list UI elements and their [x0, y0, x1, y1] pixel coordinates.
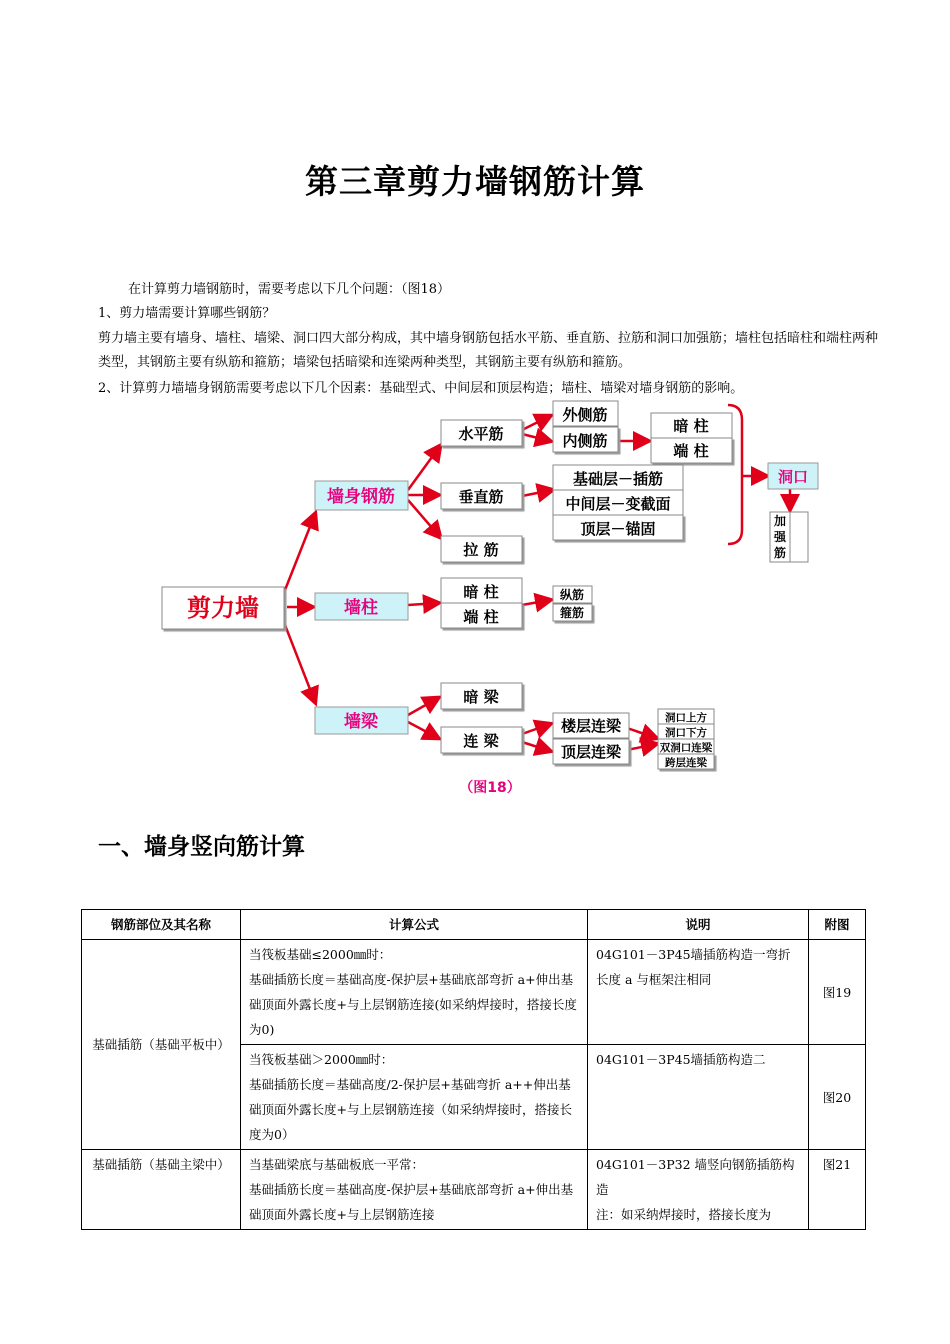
svg-text:内侧筋: 内侧筋 [562, 432, 608, 450]
figure-caption: （图18） [459, 780, 521, 796]
cell-formula [241, 940, 588, 1045]
table-row [82, 1150, 866, 1230]
svg-text:洞口: 洞口 [777, 468, 809, 486]
svg-text:顶层连梁: 顶层连梁 [560, 743, 622, 761]
question-2: 2、计算剪力墙墙身钢筋需要考虑以下几个因素：基础型式、中间层和顶层构造；墙柱、墙梁对墙身钢筋的影响。 [98, 381, 744, 396]
svg-text:顶层－锚固: 顶层－锚固 [580, 520, 656, 538]
svg-text:端 柱: 端 柱 [673, 442, 709, 460]
svg-text:中间层－变截面: 中间层－变截面 [565, 495, 671, 513]
svg-text:洞口下方: 洞口下方 [665, 727, 707, 739]
node-tie [441, 536, 522, 562]
cell-formula [241, 1150, 588, 1230]
node-col-hidden [441, 578, 522, 603]
cell-figure: 图20 [809, 1045, 866, 1150]
node-vertical [441, 483, 522, 509]
node-top [553, 515, 683, 540]
svg-text:垂直筋: 垂直筋 [458, 488, 504, 506]
formula-condition: 当筏板基础＞2000㎜时： [249, 1052, 394, 1067]
svg-text:基础层－插筋: 基础层－插筋 [572, 470, 664, 488]
svg-text:墙柱: 墙柱 [344, 598, 378, 618]
svg-text:墙梁: 墙梁 [344, 712, 378, 732]
node-inner [553, 427, 618, 452]
node-wall-beam [315, 707, 408, 734]
node-middle [553, 490, 683, 515]
body-paragraph: 剪力墙主要有墙身、墙柱、墙梁、洞口四大部分构成，其中墙身钢筋包括水平筋、垂直筋、拉筋和洞口加强筋；墙柱包括暗柱和端柱两种类型，其钢筋主要有纵筋和箍筋；墙梁包括暗梁和连梁两种类型，其钢筋主要有纵筋和箍筋。 [98, 331, 879, 370]
svg-text:外侧筋: 外侧筋 [562, 406, 608, 424]
svg-text:筋: 筋 [773, 546, 787, 560]
table-header-row [82, 910, 866, 940]
node-above-opening [658, 709, 714, 724]
node-wall-body [315, 481, 408, 510]
svg-text:洞口上方: 洞口上方 [665, 712, 707, 724]
formula-condition: 当基础梁底与基础板底一平常： [249, 1157, 425, 1172]
node-below-opening [658, 724, 714, 739]
header-note: 说明 [588, 910, 809, 940]
shear-wall-diagram [0, 396, 950, 806]
cell-part: 基础插筋（基础平板中） [82, 940, 241, 1150]
svg-text:端 柱: 端 柱 [463, 608, 499, 626]
brace [728, 405, 766, 544]
node-col-end [441, 603, 522, 628]
svg-text:楼层连梁: 楼层连梁 [560, 717, 622, 735]
svg-text:暗 柱: 暗 柱 [673, 417, 709, 435]
page-title: 第三章剪力墙钢筋计算 [305, 162, 645, 201]
svg-text:加: 加 [773, 514, 787, 528]
node-double-opening [658, 739, 714, 754]
cell-part: 基础插筋（基础主梁中） [82, 1150, 241, 1230]
node-floor-link [553, 713, 629, 738]
cell-note: 04G101－3P45墙插筋构造一弯折长度 a 与框架注相同 [588, 940, 809, 1045]
node-top-link [553, 739, 629, 764]
root-label: 剪力墙 [187, 594, 259, 622]
node-beam-hidden [441, 683, 522, 709]
formula-text: 基础插筋长度＝基础高度/2-保护层+基础弯折 a++伸出基础顶面外露长度+与上层钢筋连接（如采纳焊接时，搭接长度为0） [249, 1077, 572, 1142]
svg-text:墙身钢筋: 墙身钢筋 [327, 487, 395, 507]
svg-text:箍筋: 箍筋 [559, 606, 585, 620]
question-1: 1、剪力墙需要计算哪些钢筋？ [98, 306, 276, 321]
svg-text:双洞口连梁: 双洞口连梁 [659, 742, 713, 754]
header-figure: 附图 [809, 910, 866, 940]
section-heading: 一、墙身竖向筋计算 [98, 834, 305, 860]
node-wall-column [315, 593, 408, 620]
svg-text:暗 梁: 暗 梁 [463, 688, 499, 706]
svg-text:拉 筋: 拉 筋 [463, 541, 499, 559]
header-part: 钢筋部位及其名称 [82, 910, 241, 940]
root-node [162, 587, 284, 629]
node-longitudinal [553, 586, 592, 603]
node-outer [553, 401, 618, 426]
svg-text:强: 强 [773, 530, 787, 544]
cell-note: 04G101－3P45墙插筋构造二 [588, 1045, 809, 1150]
node-opening [768, 463, 818, 489]
intro-paragraph: 在计算剪力墙钢筋时，需要考虑以下几个问题：（图18） [128, 282, 451, 297]
arrows [285, 416, 790, 751]
formula-text: 基础插筋长度＝基础高度-保护层+基础底部弯折 a+伸出基础顶面外露长度+与上层钢筋连接 [249, 1182, 574, 1222]
node-end-col [651, 438, 732, 463]
node-reinforce [770, 512, 808, 562]
cell-figure: 图21 [809, 1150, 866, 1230]
node-horizontal [441, 420, 522, 446]
svg-text:跨层连梁: 跨层连梁 [665, 757, 707, 769]
node-beam-link [441, 727, 522, 753]
node-hidden-col [651, 413, 732, 438]
header-formula: 计算公式 [241, 910, 588, 940]
formula-text: 基础插筋长度＝基础高度-保护层+基础底部弯折 a+伸出基础顶面外露长度+与上层钢筋连接(如采纳焊接时，搭接长度为0) [249, 972, 577, 1037]
node-cross-floor [658, 754, 714, 769]
cell-figure: 图19 [809, 940, 866, 1045]
svg-text:水平筋: 水平筋 [458, 425, 504, 443]
table-row [82, 940, 866, 1045]
node-stirrup [553, 604, 592, 621]
formula-condition: 当筏板基础≤2000㎜时： [249, 947, 392, 962]
svg-text:纵筋: 纵筋 [559, 588, 585, 602]
node-foundation [553, 465, 683, 490]
calculation-table [81, 909, 866, 1230]
cell-formula [241, 1045, 588, 1150]
cell-note: 04G101－3P32 墙竖向钢筋插筋构造 注：如采纳焊接时，搭接长度为 [588, 1150, 809, 1230]
svg-text:连 梁: 连 梁 [463, 732, 499, 750]
svg-text:暗 柱: 暗 柱 [463, 583, 499, 601]
